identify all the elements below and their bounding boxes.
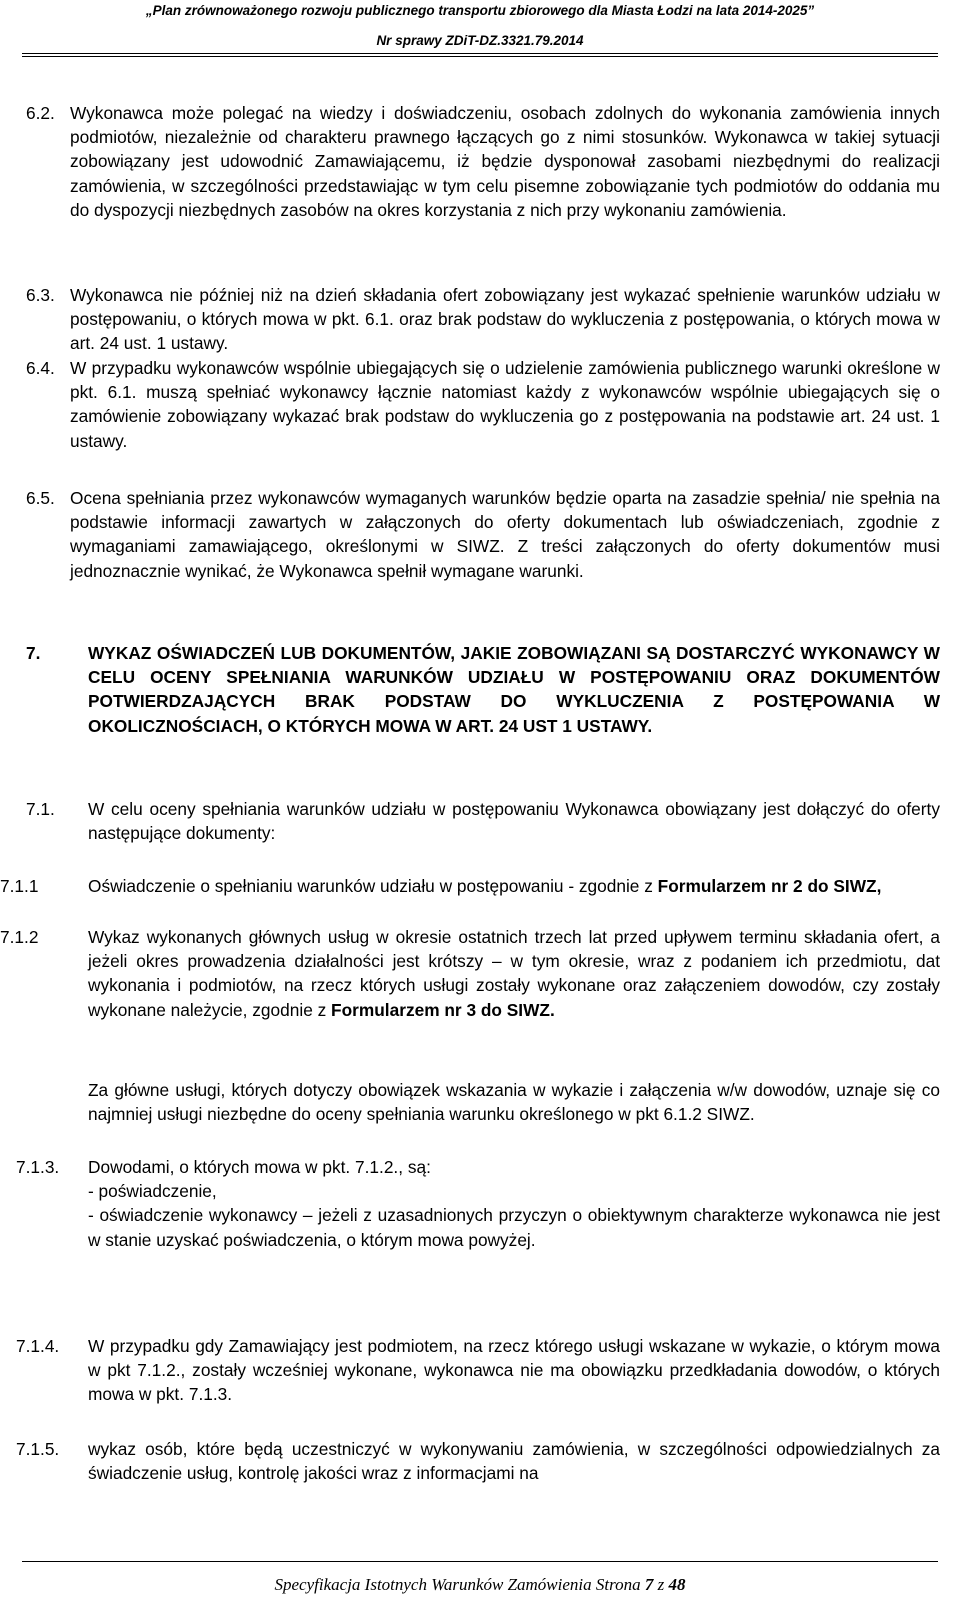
page-total: 48 xyxy=(668,1575,686,1594)
paragraph-text: Oświadczenie o spełnianiu warunków udziału w postępowaniu - zgodnie z xyxy=(88,876,658,896)
paragraph-text: W przypadku gdy Zamawiający jest podmiotem, na rzecz którego usługi wskazane w wykazie, o którym mowa w pkt 7.1.2., zostały wcześniej wykonane, wykonawca nie ma obowiązku przedkładania dowodów, o których mowa w pkt. 7.1.3. xyxy=(88,1336,940,1405)
footer-divider xyxy=(22,1561,938,1562)
section-number: 7. xyxy=(26,643,41,663)
footer-label: Specyfikacja Istotnych Warunków Zamówienia Strona xyxy=(274,1575,645,1594)
paragraph-text: Ocena spełniania przez wykonawców wymaganych warunków będzie oparta na zasadzie spełnia/ nie spełnia na podstawie informacji zawartych w załączonych do oferty dokumentach lub oświadczeniach, zgodnie z wymaganiami zamawiającego, określonymi w SIWZ. Z treści załączonych do oferty dokumentów musi jednoznacznie wynikać, że Wykonawca spełnił wymagane warunki. xyxy=(70,488,940,581)
section-number: 7.1.5. xyxy=(16,1439,60,1459)
paragraph-text: Wykonawca może polegać na wiedzy i doświadczeniu, osobach zdolnych do wykonania zamówienia innych podmiotów, niezależnie od charakteru prawnego łączących go z nimi stosunków. Wykonawca w takiej sytuacji zobowiązany jest udowodnić Zamawiającemu, iż będzie dysponował zasobami niezbędnymi do realizacji zamówienia, w szczególności przedstawiając w tym celu pisemne zobowiązanie tych podmiotów do oddania mu do dyspozycji niezbędnych zasobów na okres korzystania z nich przy wykonaniu zamówienia. xyxy=(70,103,940,220)
paragraph-text: W celu oceny spełniania warunków udziału w postępowaniu Wykonawca obowiązany jest dołączyć do oferty następujące dokumenty: xyxy=(88,799,940,844)
paragraph-text: Wykonawca nie później niż na dzień składania ofert zobowiązany jest wykazać spełnienie warunków udziału w postępowaniu, o których mowa w pkt. 6.1. oraz brak podstaw do wykluczenia z postępowania, o których mowa w art. 24 ust. 1 ustawy. xyxy=(70,285,940,354)
page-footer xyxy=(0,1575,960,1595)
form-reference: Formularzem nr 2 do SIWZ, xyxy=(657,876,882,896)
section-number: 6.5. xyxy=(26,488,55,508)
paragraph-6-3 xyxy=(70,283,940,356)
paragraph-text: wykaz osób, które będą uczestniczyć w wykonywaniu zamówienia, w szczególności odpowiedzialnych za świadczenie usług, kontrolę jakości wraz z informacjami na xyxy=(88,1439,940,1484)
list-item: - oświadczenie wykonawcy – jeżeli z uzasadnionych przyczyn o obiektywnym charakterze wykonawca nie jest w stanie uzyskać poświadczenia, o którym mowa powyżej. xyxy=(88,1205,940,1250)
header-case-number: Nr sprawy ZDiT-DZ.3321.79.2014 xyxy=(376,33,584,48)
paragraph-text: W przypadku wykonawców wspólnie ubiegających się o udzielenie zamówienia publicznego warunki określone w pkt. 6.1. muszą spełniać wykonawcy łącznie natomiast każdy z wykonawców wspólnie ubiegających się o zamówienie zobowiązany wykazać brak podstaw do wykluczenia go z postępowania na podstawie art. 24 ust. 1 ustawy. xyxy=(70,358,940,451)
section-number: 6.4. xyxy=(26,358,55,378)
paragraph-7-1-1 xyxy=(88,874,940,898)
section-7-heading: WYKAZ OŚWIADCZEŃ LUB DOKUMENTÓW, JAKIE ZOBOWIĄZANI SĄ DOSTARCZYĆ WYKONAWCY W CELU OCENY SPEŁNIANIA WARUNKÓW UDZIAŁU W POSTĘPOWANIU ORAZ DOKUMENTÓW POTWIERDZAJĄCYCH BRAK PODSTAW DO WYKLUCZENIA Z POSTĘPOWANIA W OKOLICZNOŚCIACH, O KTÓRYCH MOWA W ART. 24 UST 1 USTAWY. xyxy=(88,643,940,736)
section-number: 7.1.3. xyxy=(16,1157,60,1177)
paragraph-6-4 xyxy=(70,356,940,453)
section-number: 6.3. xyxy=(26,285,55,305)
section-number: 7.1.1 xyxy=(0,876,39,896)
paragraph-7-1-5 xyxy=(88,1437,940,1485)
paragraph-7-1 xyxy=(88,797,940,845)
paragraph-7-1-4 xyxy=(88,1334,940,1407)
form-reference: Formularzem nr 3 do SIWZ. xyxy=(331,999,555,1020)
header-divider xyxy=(22,53,938,57)
section-number: 7.1. xyxy=(26,799,55,819)
list-item: - poświadczenie, xyxy=(88,1181,217,1202)
paragraph-7-1-3 xyxy=(88,1155,940,1252)
page-header xyxy=(0,2,960,48)
paragraph-7-1-2-note: Za główne usługi, których dotyczy obowiązek wskazania w wykazie i załączenia w/w dowodów, uznaje się co najmniej usługi niezbędne do oceny spełniania warunku określonego w pkt 6.1.2 SIWZ. xyxy=(88,1080,940,1125)
paragraph-7-1-2 xyxy=(88,925,940,1022)
section-number: 7.1.2 xyxy=(0,927,39,947)
paragraph-text: Wykaz wykonanych głównych usług w okresie ostatnich trzech lat przed upływem terminu składania ofert, a jeżeli okres prowadzenia działalności jest krótszy – w tym okresie, wraz z podaniem ich przedmiotu, dat wykonania i podmiotów, na rzecz których usługi zostały wykonane oraz załączeniem dowodów, czy zostały wykonane należycie, zgodnie z xyxy=(88,927,940,1020)
section-number: 7.1.4. xyxy=(16,1336,60,1356)
page-number: 7 xyxy=(644,1575,654,1594)
section-number: 6.2. xyxy=(26,103,55,123)
paragraph-text: Dowodami, o których mowa w pkt. 7.1.2., są: xyxy=(88,1157,431,1177)
header-title: „Plan zrównoważonego rozwoju publicznego transportu zbiorowego dla Miasta Łodzi na lata 2014-2025” xyxy=(145,3,815,18)
paragraph-6-5 xyxy=(70,486,940,583)
footer-separator: z xyxy=(653,1575,669,1594)
paragraph-6-2 xyxy=(70,101,940,222)
